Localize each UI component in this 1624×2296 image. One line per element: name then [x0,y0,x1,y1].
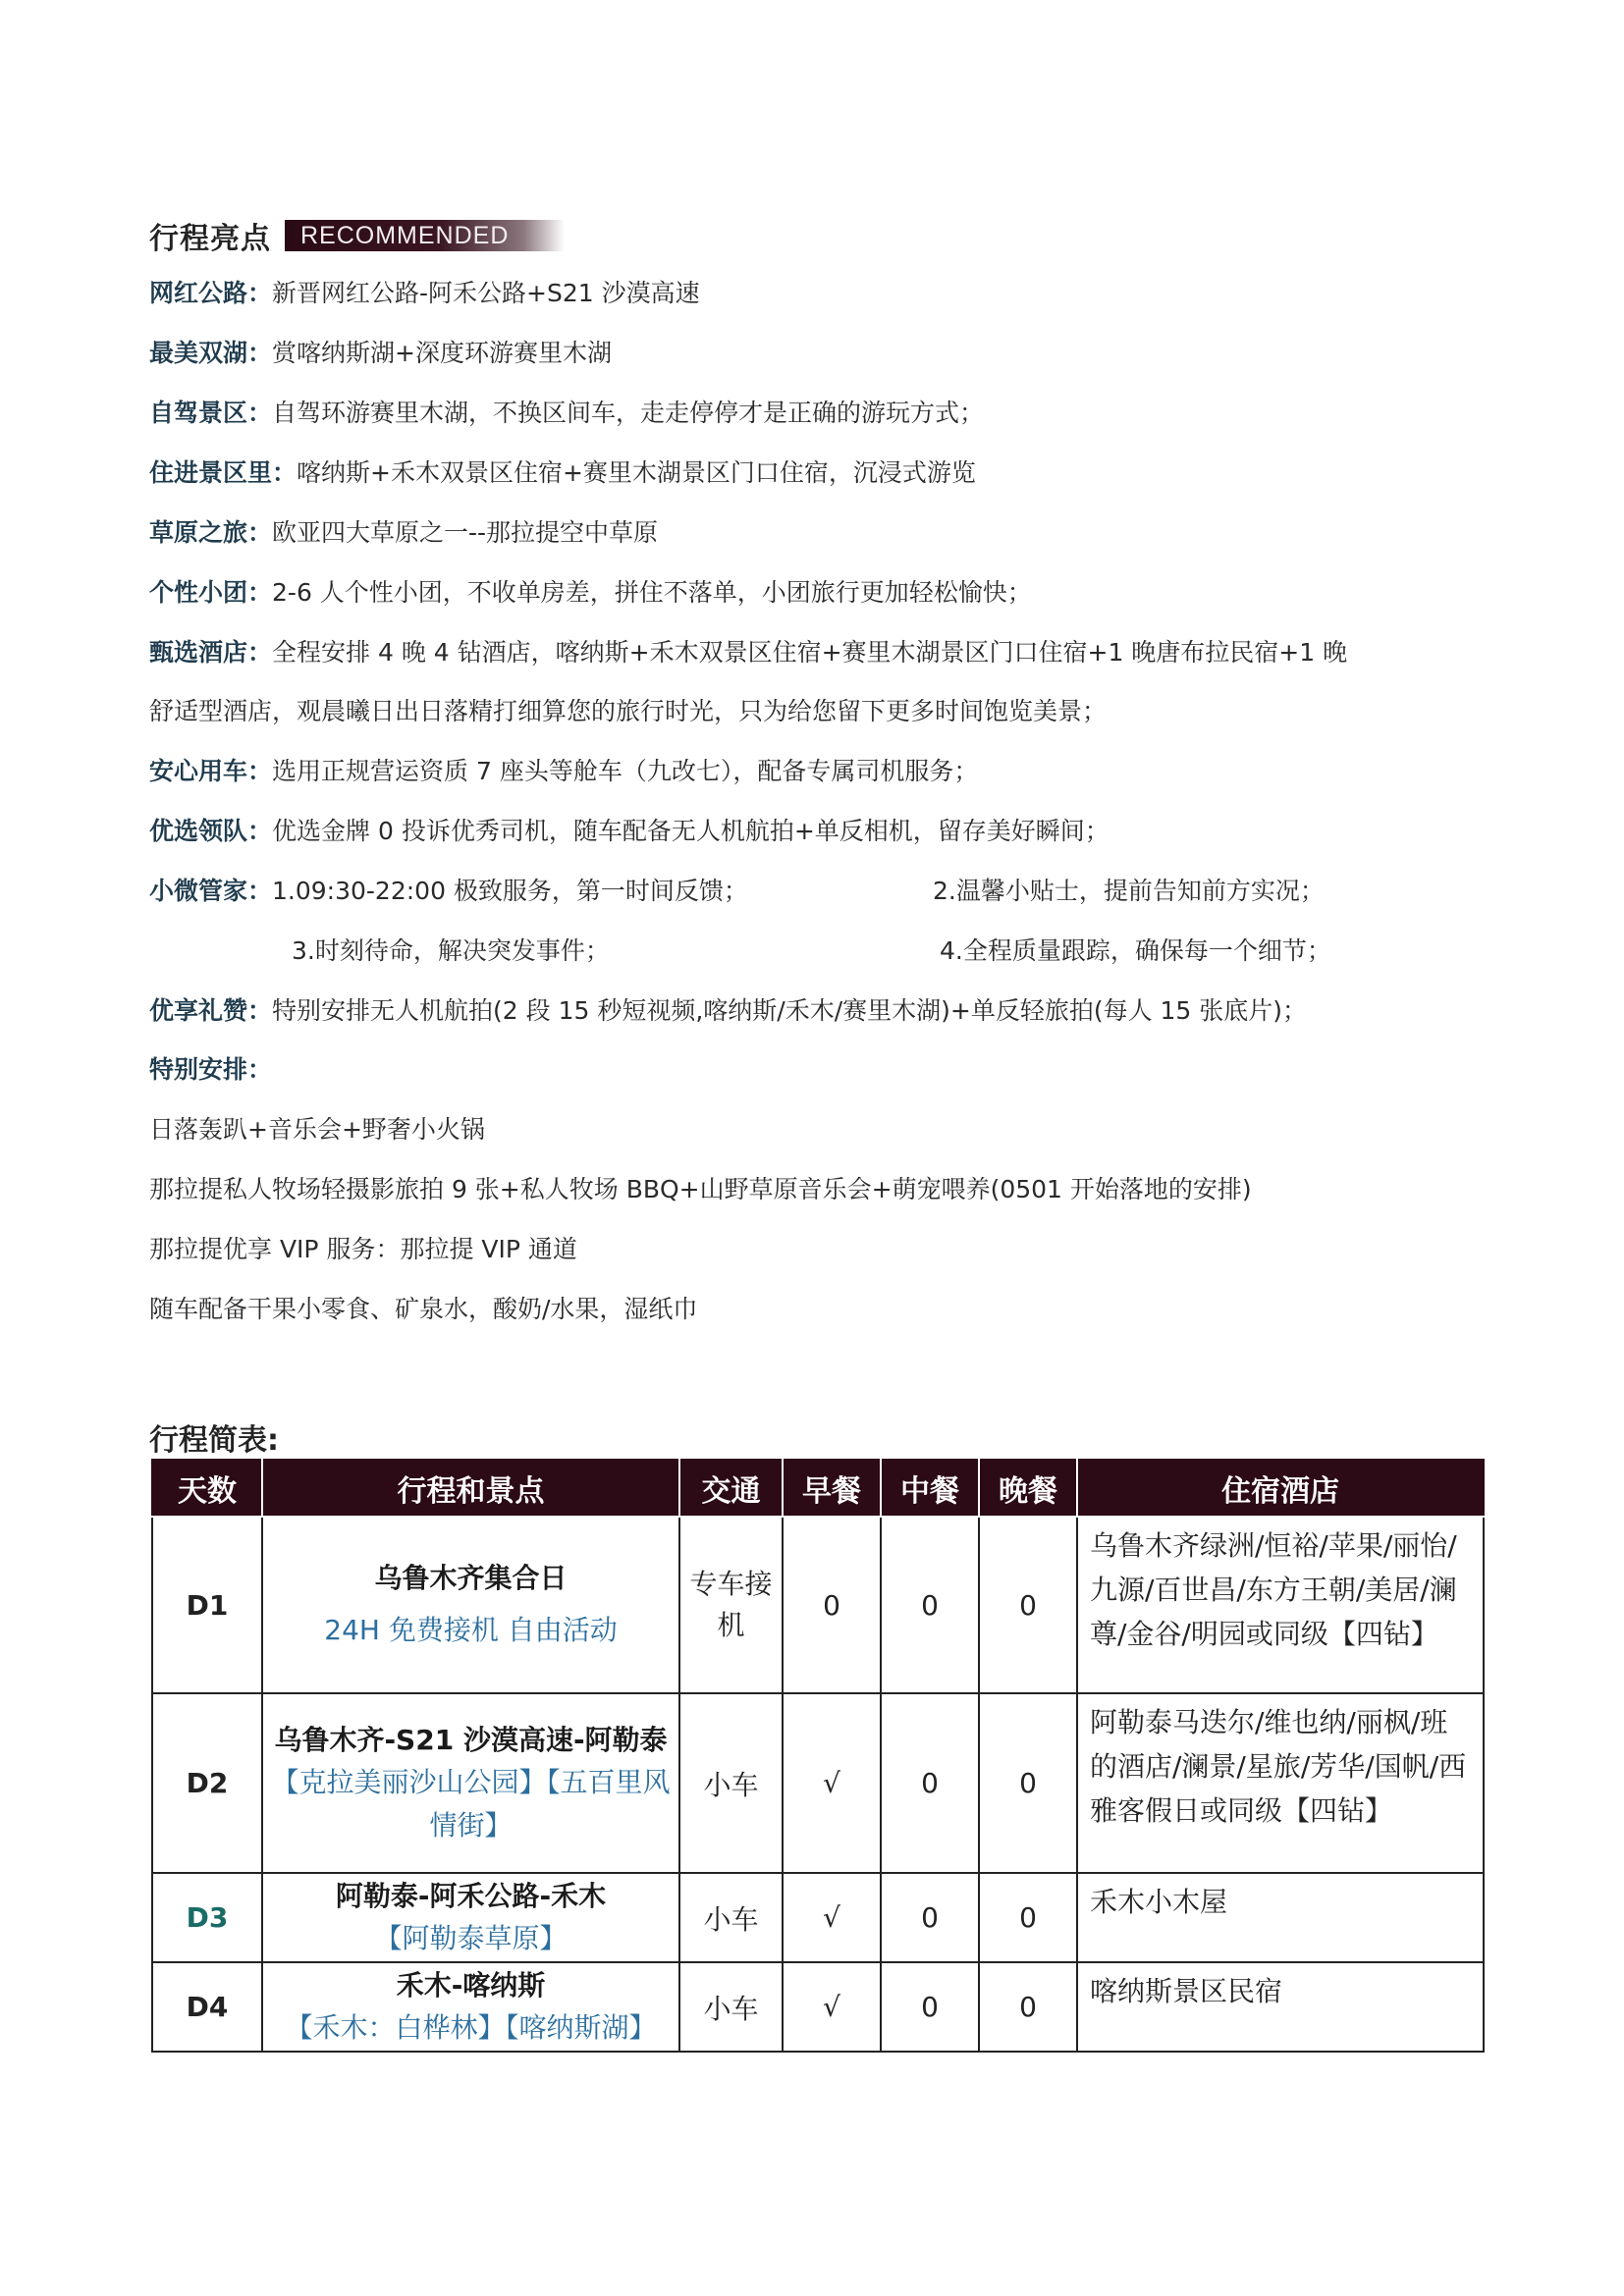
schedule-header-row [152,1460,1484,1517]
highlight-item: 个性小团：2-6 人个性小团，不收单房差，拼住不落单，小团旅行更加轻松愉快； [149,578,1032,607]
breakfast-cell: √ [783,1693,881,1873]
route-title: 禾木-喀纳斯 [396,1968,546,2002]
route-cell [262,1517,679,1693]
highlights-heading [149,214,565,257]
route-sub: 【阿勒泰草原】 [374,1921,568,1954]
col-transport: 交通 [679,1460,783,1517]
col-route: 行程和景点 [262,1460,679,1517]
table-row [152,1693,1484,1873]
hotel-cell: 乌鲁木齐绿洲/恒裕/苹果/丽怡/九源/百世昌/东方王朝/美居/澜尊/金谷/明园或同级【四钻】 [1077,1517,1484,1693]
col-breakfast: 早餐 [783,1460,881,1517]
highlights-title: 行程亮点 [149,222,271,256]
highlight-item: 网红公路：新晋网红公路-阿禾公路+S21 沙漠高速 [149,279,700,307]
highlight-item: 安心用车：选用正规营运资质 7 座头等舱车（九改七），配备专属司机服务； [149,757,979,785]
route-cell [262,1962,679,2052]
col-lunch: 中餐 [881,1460,979,1517]
hotel-cell: 禾木小木屋 [1077,1873,1484,1962]
day-cell: D2 [152,1693,262,1873]
col-dinner: 晚餐 [979,1460,1077,1517]
transport-cell: 小车 [679,1962,783,2052]
table-row [152,1962,1484,2052]
route-sub: 24H 免费接机 自由活动 [324,1614,618,1646]
butler-item: 4.全程质量跟踪，确保每一个细节； [940,936,1331,965]
route-cell [262,1873,679,1962]
butler-item: 3.时刻待命，解决突发事件； [292,936,610,965]
breakfast-cell: √ [783,1962,881,2052]
butler-key: 小微管家： [149,877,273,905]
dinner-cell: 0 [979,1873,1077,1962]
col-day: 天数 [152,1460,262,1517]
highlight-item: 自驾景区：自驾环游赛里木湖，不换区间车，走走停停才是正确的游玩方式； [149,399,985,427]
schedule-title: 行程简表: [149,1423,279,1458]
special-heading: 特别安排： [149,1055,273,1084]
dinner-cell: 0 [979,1693,1077,1873]
transport-cell: 专车接机 [679,1517,783,1693]
dinner-cell: 0 [979,1962,1077,2052]
highlight-item: 草原之旅：欧亚四大草原之一--那拉提空中草原 [149,518,659,547]
highlight-item: 优选领队：优选金牌 0 投诉优秀司机，随车配备无人机航拍+单反相机，留存美好瞬间； [149,817,1110,845]
lunch-cell: 0 [881,1962,979,2052]
table-row [152,1517,1484,1693]
route-cell [262,1693,679,1873]
hotel-cell: 喀纳斯景区民宿 [1077,1962,1484,2052]
gift-item: 优享礼赞：特别安排无人机航拍(2 段 15 秒短视频,喀纳斯/禾木/赛里木湖)+单反轻旅拍(每人 15 张底片)； [149,996,1308,1025]
table-row [152,1873,1484,1962]
day-cell: D1 [152,1517,262,1693]
dinner-cell: 0 [979,1517,1077,1693]
breakfast-cell: 0 [783,1517,881,1693]
route-sub: 【克拉美丽沙山公园】【五百里风情街】 [271,1765,671,1842]
lunch-cell: 0 [881,1873,979,1962]
highlight-item-continued: 舒适型酒店，观晨曦日出日落精打细算您的旅行时光，只为给您留下更多时间饱览美景； [149,697,1108,725]
recommended-label: RECOMMENDED [300,221,510,249]
col-hotel: 住宿酒店 [1077,1460,1484,1517]
day-cell: D4 [152,1962,262,2052]
butler-row-1 [149,875,748,908]
butler-item: 2.温馨小贴士，提前告知前方实况； [933,877,1325,905]
recommended-banner [285,220,565,251]
day-cell: D3 [152,1873,262,1962]
transport-cell: 小车 [679,1693,783,1873]
route-title: 乌鲁木齐-S21 沙漠高速-阿勒泰 [274,1723,668,1756]
schedule-table [151,1459,1485,2053]
special-item: 随车配备干果小零食、矿泉水，酸奶/水果，湿纸巾 [149,1295,698,1323]
highlight-item: 最美双湖：赏喀纳斯湖+深度环游赛里木湖 [149,339,612,367]
special-item: 那拉提优享 VIP 服务：那拉提 VIP 通道 [149,1235,577,1263]
route-title: 乌鲁木齐集合日 [374,1562,568,1594]
special-item: 日落轰趴+音乐会+野奢小火锅 [149,1115,485,1144]
breakfast-cell: √ [783,1873,881,1962]
highlight-item: 甄选酒店：全程安排 4 晚 4 钻酒店，喀纳斯+禾木双景区住宿+赛里木湖景区门口住宿+1 晚唐布拉民宿+1 晚 [149,638,1348,667]
route-sub: 【禾木：白桦林】【喀纳斯湖】 [285,2010,657,2044]
hotel-cell: 阿勒泰马迭尔/维也纳/丽枫/班的酒店/澜景/星旅/芳华/国帆/西雅客假日或同级【四钻】 [1077,1693,1484,1873]
transport-cell: 小车 [679,1873,783,1962]
route-title: 阿勒泰-阿禾公路-禾木 [335,1879,607,1912]
highlight-item: 住进景区里：喀纳斯+禾木双景区住宿+赛里木湖景区门口住宿，沉浸式游览 [149,458,976,487]
lunch-cell: 0 [881,1693,979,1873]
butler-item: 1.09:30-22:00 极致服务，第一时间反馈； [272,877,748,905]
lunch-cell: 0 [881,1517,979,1693]
special-item: 那拉提私人牧场轻摄影旅拍 9 张+私人牧场 BBQ+山野草原音乐会+萌宠喂养(0501 开始落地的安排) [149,1175,1252,1203]
